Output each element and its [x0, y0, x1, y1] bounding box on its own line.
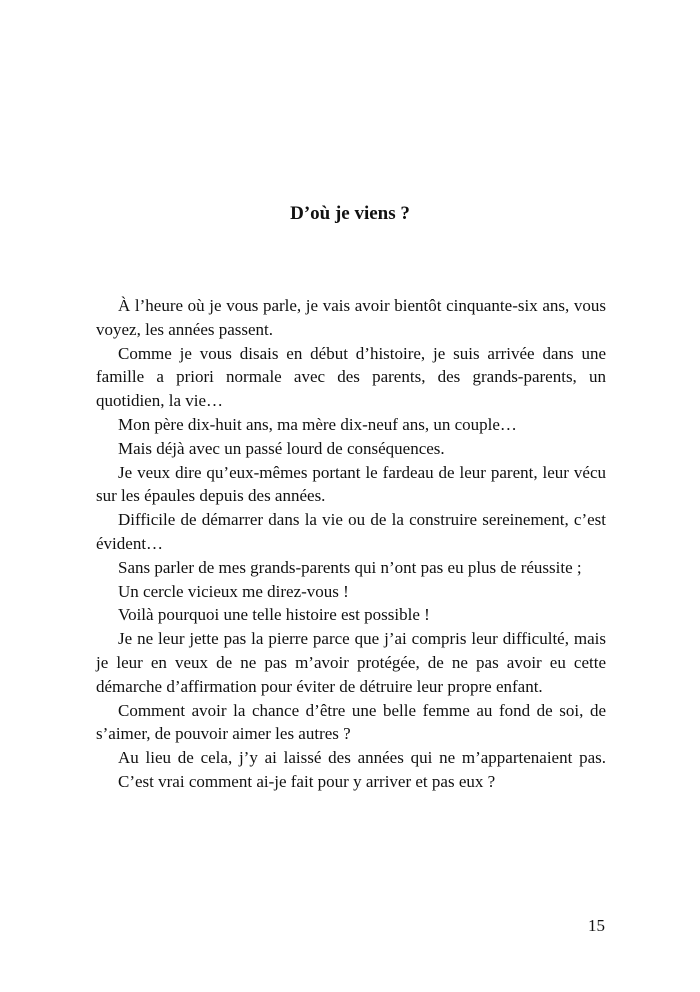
paragraph: C’est vrai comment ai-je fait pour y arriver et pas eux ?: [118, 771, 496, 791]
paragraph: Sans parler de mes grands-parents qui n’ont pas eu plus de réussite ;: [118, 557, 582, 577]
page-number: 15: [588, 916, 605, 935]
paragraph: Comme je vous disais en début d’histoire, je suis arrivée dans une famille a priori normale avec des parents, des grands-parents, un quotidien, la vie…: [96, 343, 606, 411]
paragraph: Mon père dix-huit ans, ma mère dix-neuf ans, un couple…: [118, 414, 517, 434]
body-text: [96, 294, 606, 794]
paragraph: Au lieu de cela, j’y ai laissé des années qui ne m’appartenaient pas.: [118, 748, 606, 768]
paragraph: Voilà pourquoi une telle histoire est possible !: [118, 605, 430, 625]
chapter-title: D’où je viens ?: [290, 203, 410, 224]
paragraph: Je veux dire qu’eux-mêmes portant le fardeau de leur parent, leur vécu sur les épaules depuis des années.: [96, 462, 606, 506]
paragraph: Je ne leur jette pas la pierre parce que j’ai compris leur difficulté, mais je leur en veux de ne pas m’avoir protégée, de ne pas avoir eu cette démarche d’affirmation pour éviter de détruire leur propre enfant.: [96, 629, 606, 696]
paragraph: Comment avoir la chance d’être une belle femme au fond de soi, de s’aimer, de pouvoir aimer les autres ?: [96, 700, 606, 744]
paragraph: Mais déjà avec un passé lourd de conséquences.: [118, 438, 445, 458]
paragraph: À l’heure où je vous parle, je vais avoir bientôt cinquante-six ans, vous voyez, les années passent.: [96, 296, 606, 339]
paragraph: Un cercle vicieux me direz-vous !: [118, 581, 349, 601]
paragraph: Difficile de démarrer dans la vie ou de la construire sereinement, c’est évident…: [96, 510, 606, 553]
